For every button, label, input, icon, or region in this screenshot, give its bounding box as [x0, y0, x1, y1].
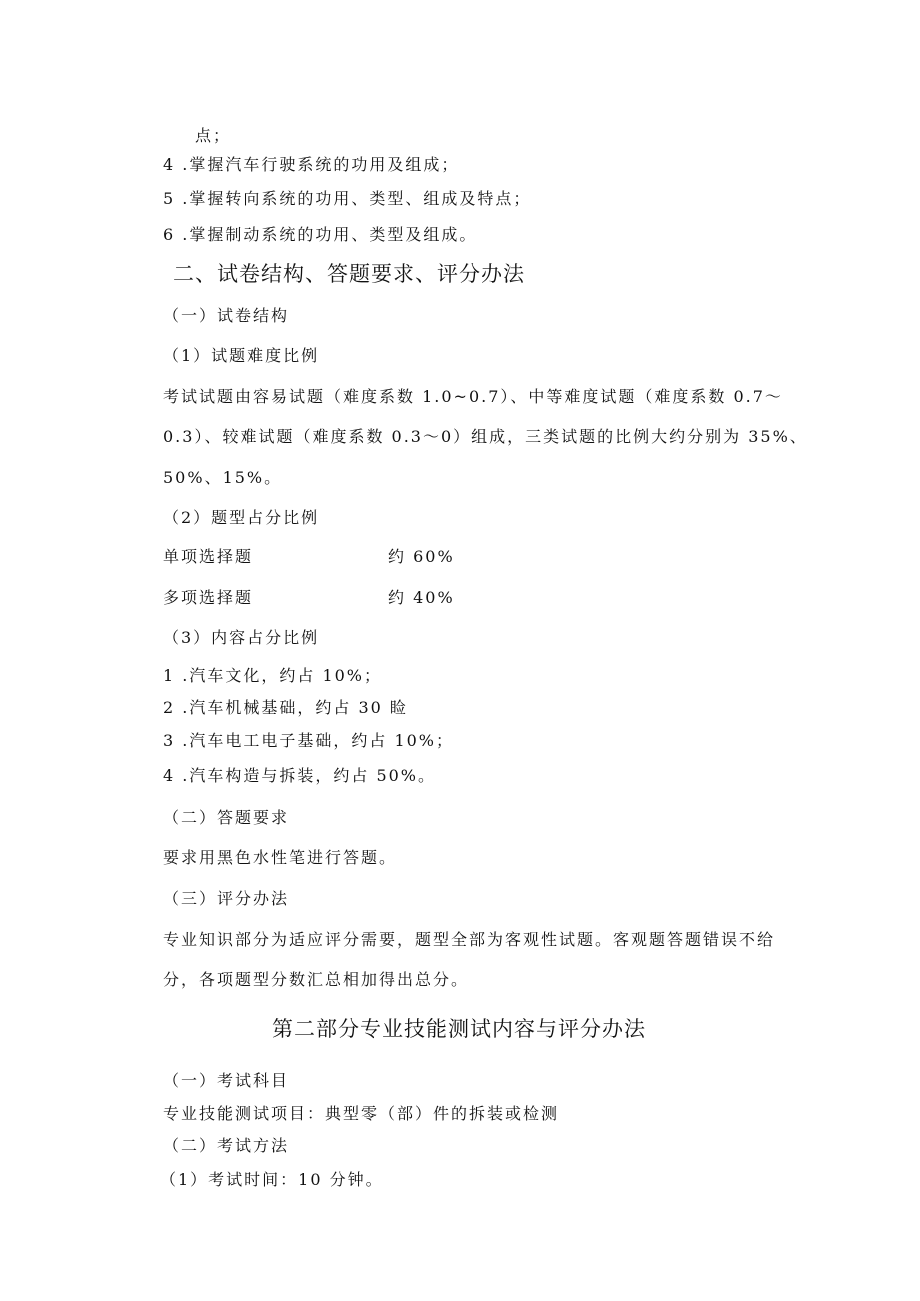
list-item: 6 .掌握制动系统的功用、类型及组成。: [163, 225, 478, 244]
paragraph-line: 50%、15%。: [163, 468, 283, 487]
paragraph-line: （1）考试时间：10 分钟。: [160, 1170, 384, 1189]
subheading: （二）考试方法: [163, 1136, 290, 1155]
subheading: （1）试题难度比例: [163, 346, 320, 365]
paragraph-line: 0.3）、较难试题（难度系数 0.3～0）组成，三类试题的比例大约分别为 35%、: [163, 427, 808, 446]
question-ratio: 约 60%: [388, 547, 455, 566]
part-heading: 第二部分专业技能测试内容与评分办法: [272, 1017, 646, 1041]
list-item: 1 .汽车文化，约占 10%；: [163, 666, 383, 685]
subheading: （一）试卷结构: [163, 306, 290, 325]
list-item: 4 .汽车构造与拆装，约占 50%。: [163, 766, 437, 785]
subheading: （二）答题要求: [163, 808, 290, 827]
subheading: （2）题型占分比例: [163, 508, 320, 527]
question-type-row: [163, 547, 563, 567]
paragraph-line: 专业知识部分为适应评分需要，题型全部为客观性试题。客观题答题错误不给: [163, 930, 776, 949]
question-type: 多项选择题: [163, 588, 254, 607]
question-type-row: [163, 588, 563, 608]
paragraph-line: 要求用黑色水性笔进行答题。: [163, 848, 398, 867]
subheading: （一）考试科目: [163, 1071, 290, 1090]
question-ratio: 约 40%: [388, 588, 455, 607]
list-item-continuation: 点；: [195, 126, 232, 145]
list-item: 4 .掌握汽车行驶系统的功用及组成；: [163, 155, 460, 174]
paragraph-line: 考试试题由容易试题（难度系数 1.0~0.7）、中等难度试题（难度系数 0.7～: [163, 387, 783, 406]
list-item: 2 .汽车机械基础，约占 30 睑: [163, 698, 408, 717]
list-item: 5 .掌握转向系统的功用、类型、组成及特点；: [163, 189, 532, 208]
section-heading: 二、试卷结构、答题要求、评分办法: [173, 262, 525, 286]
list-item: 3 .汽车电工电子基础，约占 10%；: [163, 731, 455, 750]
paragraph-line: 分，各项题型分数汇总相加得出总分。: [163, 970, 470, 989]
subheading: （3）内容占分比例: [163, 628, 320, 647]
subheading: （三）评分办法: [163, 889, 290, 908]
paragraph-line: 专业技能测试项目：典型零（部）件的拆装或检测: [163, 1104, 560, 1123]
question-type: 单项选择题: [163, 547, 254, 566]
